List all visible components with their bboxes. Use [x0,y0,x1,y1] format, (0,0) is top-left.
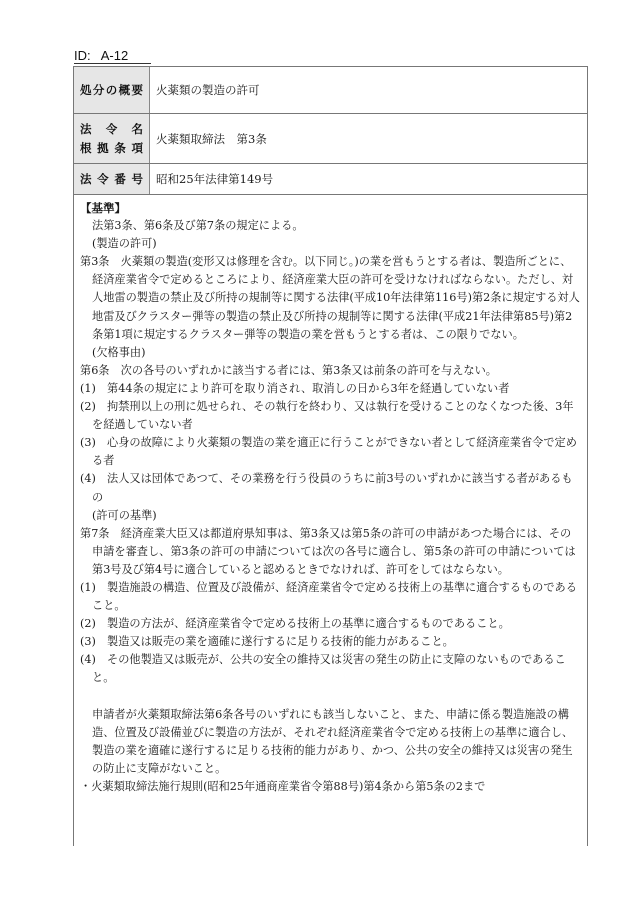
list-item: (3) 製造又は販売の業を適確に遂行するに足りる技術的能力があること。 [80,635,454,649]
row-label [74,114,150,163]
label-text: 処分の概要 [80,82,143,97]
table-row-summary [73,66,588,113]
section-caption: (欠格事由) [92,345,146,359]
section-caption: (製造の許可) [92,237,157,251]
list-item: (1) 第44条の規定により許可を取り消され、取消しの日から3年を経過していない者 [80,381,510,395]
label-text: 根拠条項 [80,140,143,155]
document-id: ID: A-12 [74,48,151,64]
section-caption: (許可の基準) [92,508,157,522]
row-label [74,67,150,113]
label-text: 法 令 名 [80,121,143,136]
criteria-intro: 法第3条、第6条及び第7条の規定による。 [92,219,304,233]
criteria-section [73,194,588,846]
list-item: (2) 拘禁刑以上の刑に処せられ、その執行を終わり、又は執行を受けることのなくなつた後、3年を経過していない者 [80,400,574,432]
list-item: (1) 製造施設の構造、位置及び設備が、経済産業省令で定める技術上の基準に適合するものであること。 [80,580,577,613]
table-row-law-name [73,113,588,163]
row-value: 火薬類取締法 第3条 [156,131,267,146]
criteria-summary: 申請者が火薬類取締法第6条各号のいずれにも該当しないこと、また、申請に係る製造施設の構造、位置及び設備並びに製造の方法が、それぞれ経済産業省令で定める技術上の基準に適合し、製造の業を適確に遂行するに足りる技術的能力があり、かつ、公共の安全の維持又は災害の発生の防止に支障がないこと。 [92,707,574,775]
list-item: (3) 心身の故障により火薬類の製造の業を適正に行うことができない者として経済産業省令で定める者 [80,436,577,468]
spacer [80,688,581,706]
table-row-law-number [73,163,588,194]
list-item: (4) その他製造又は販売が、公共の安全の維持又は災害の発生の防止に支障のないものであること。 [80,653,566,685]
article-6: 第6条 次の各号のいずれかに該当する者には、第3条又は前条の許可を与えない。 [80,363,497,377]
row-value: 火薬類の製造の許可 [156,83,260,97]
row-value: 昭和25年法律第149号 [156,172,274,186]
criteria-heading: 【基準】 [80,201,126,215]
regulation-reference: ・火薬類取締法施行規則(昭和25年通商産業省令第88号)第4条から第5条の2まで [80,779,486,793]
list-item: (2) 製造の方法が、経済産業省令で定める技術上の基準に適合するものであること。 [80,617,510,631]
label-text: 法令番号 [80,171,143,186]
row-label [74,164,150,194]
disposition-table [73,66,588,846]
list-item: (4) 法人又は団体であつて、その業務を行う役員のうちに前3号のいずれかに該当する者があるもの [80,472,573,504]
article-7: 第7条 経済産業大臣又は都道府県知事は、第3条又は第5条の許可の申請があつた場合には、その申請を審査し、第3条の許可の申請については次の各号に適合し、第5条の許可の申請については第3号及び第4号に適合していると認めるときでなければ、許可をしてはならない。 [80,526,576,576]
article-3: 第3条 火薬類の製造(変形又は修理を含む。以下同じ。)の業を営もうとする者は、製造所ごとに、経済産業省令で定めるところにより、経済産業大臣の許可を受けなければならない。ただし、対人地雷の製造の禁止及び所持の規制等に関する法律(平成10年法律第116号)第2条に規定する対人地雷及びクラスター弾等の製造の禁止及び所持の規制等に関する法律(平成21年法律第85号)第2条第1項に規定するクラスター弾等の製造の業を営もうとする者は、この限りでない。 [80,255,580,341]
